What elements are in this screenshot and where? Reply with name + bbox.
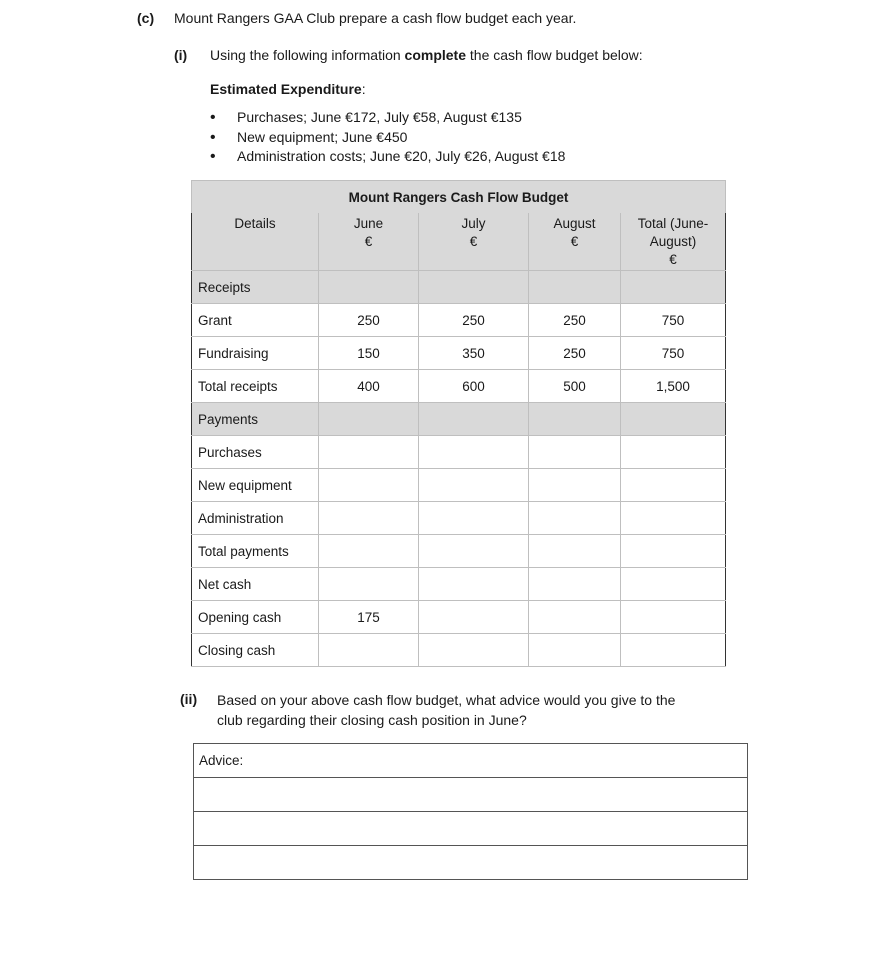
table-row xyxy=(192,304,726,337)
advice-line[interactable] xyxy=(194,778,748,812)
cell-july[interactable] xyxy=(419,601,529,634)
sub-i-text-bold: complete xyxy=(404,47,467,63)
advice-line[interactable] xyxy=(194,812,748,846)
cell-total[interactable] xyxy=(621,568,726,601)
advice-line[interactable] xyxy=(194,744,748,778)
expenditure-item: • Administration costs; June €20, July €26, August €18 xyxy=(210,147,565,167)
question-intro: Mount Rangers GAA Club prepare a cash flow budget each year. xyxy=(174,10,577,26)
cell-june: 250 xyxy=(319,304,419,337)
header-details xyxy=(192,213,319,271)
cell-july[interactable] xyxy=(419,469,529,502)
table-row xyxy=(192,403,726,436)
cell-august xyxy=(529,271,621,304)
row-label: Opening cash xyxy=(192,601,319,634)
cell-june: 400 xyxy=(319,370,419,403)
header-june xyxy=(319,213,419,271)
cell-total xyxy=(621,271,726,304)
cell-august: 500 xyxy=(529,370,621,403)
cell-june[interactable] xyxy=(319,634,419,667)
cell-july xyxy=(419,403,529,436)
cell-july[interactable] xyxy=(419,436,529,469)
cell-july: 250 xyxy=(419,304,529,337)
cell-july[interactable] xyxy=(419,535,529,568)
cell-july[interactable] xyxy=(419,634,529,667)
cell-july xyxy=(419,271,529,304)
cell-total[interactable] xyxy=(621,436,726,469)
row-label: Total receipts xyxy=(192,370,319,403)
cell-august xyxy=(529,403,621,436)
expenditure-heading-colon: : xyxy=(361,81,366,97)
table-row xyxy=(192,601,726,634)
table-row xyxy=(192,634,726,667)
header-june-text: June xyxy=(353,216,384,231)
expenditure-item: • New equipment; June €450 xyxy=(210,128,565,148)
table-row xyxy=(192,469,726,502)
expenditure-item: • Purchases; June €172, July €58, August €135 xyxy=(210,108,565,128)
header-total-line1: Total (June- xyxy=(637,216,709,231)
table-row xyxy=(192,436,726,469)
header-august-text: August xyxy=(553,216,596,231)
sub-ii-line1: Based on your above cash flow budget, what advice would you give to the xyxy=(217,692,676,708)
cell-august: 250 xyxy=(529,304,621,337)
cell-june xyxy=(319,271,419,304)
row-label: Administration xyxy=(192,502,319,535)
cell-august[interactable] xyxy=(529,568,621,601)
advice-label: Advice: xyxy=(199,753,244,768)
advice-line[interactable] xyxy=(194,846,748,880)
cell-total: 1,500 xyxy=(621,370,726,403)
header-total xyxy=(621,213,726,271)
table-row xyxy=(192,502,726,535)
row-label: New equipment xyxy=(192,469,319,502)
cell-total[interactable] xyxy=(621,469,726,502)
budget-title: Mount Rangers Cash Flow Budget xyxy=(192,181,726,214)
sub-question-i-label: (i) xyxy=(174,47,188,63)
table-row xyxy=(192,568,726,601)
cash-flow-budget-table xyxy=(191,180,726,667)
cell-june xyxy=(319,403,419,436)
cell-total[interactable] xyxy=(621,535,726,568)
sub-i-text-before: Using the following information xyxy=(210,47,405,63)
header-june-currency: € xyxy=(364,234,373,249)
cell-august: 250 xyxy=(529,337,621,370)
row-label: Receipts xyxy=(192,271,319,304)
cell-june[interactable] xyxy=(319,568,419,601)
cell-total: 750 xyxy=(621,304,726,337)
cell-july[interactable] xyxy=(419,502,529,535)
cell-june[interactable] xyxy=(319,436,419,469)
cell-august[interactable] xyxy=(529,436,621,469)
row-label: Closing cash xyxy=(192,634,319,667)
part-label: (c) xyxy=(137,10,155,26)
row-label: Fundraising xyxy=(192,337,319,370)
cell-june: 175 xyxy=(319,601,419,634)
header-total-line2: August) xyxy=(649,234,697,249)
row-label: Payments xyxy=(192,403,319,436)
cell-june[interactable] xyxy=(319,469,419,502)
header-july-currency: € xyxy=(469,234,478,249)
expenditure-list xyxy=(210,108,565,167)
advice-box xyxy=(193,743,748,880)
cell-july: 350 xyxy=(419,337,529,370)
row-label: Total payments xyxy=(192,535,319,568)
table-row xyxy=(192,337,726,370)
cell-august[interactable] xyxy=(529,601,621,634)
row-label: Purchases xyxy=(192,436,319,469)
cell-total[interactable] xyxy=(621,634,726,667)
sub-question-i-text xyxy=(210,47,643,63)
cell-total[interactable] xyxy=(621,601,726,634)
sub-question-ii-text xyxy=(217,691,675,730)
sub-ii-line2: club regarding their closing cash position in June? xyxy=(217,711,527,728)
cell-july: 600 xyxy=(419,370,529,403)
header-july-text: July xyxy=(461,216,486,231)
header-august xyxy=(529,213,621,271)
cell-july[interactable] xyxy=(419,568,529,601)
header-details-text: Details xyxy=(234,216,276,231)
expenditure-heading xyxy=(210,81,366,97)
row-label: Grant xyxy=(192,304,319,337)
table-row xyxy=(192,535,726,568)
cell-june[interactable] xyxy=(319,502,419,535)
table-row xyxy=(192,271,726,304)
row-label: Net cash xyxy=(192,568,319,601)
cell-june: 150 xyxy=(319,337,419,370)
header-august-currency: € xyxy=(570,234,579,249)
cell-total: 750 xyxy=(621,337,726,370)
cell-august[interactable] xyxy=(529,634,621,667)
table-row xyxy=(192,370,726,403)
sub-i-text-after: the cash flow budget below: xyxy=(466,47,643,63)
header-july xyxy=(419,213,529,271)
expenditure-heading-text: Estimated Expenditure xyxy=(210,81,362,97)
header-total-currency: € xyxy=(669,252,677,267)
cell-august[interactable] xyxy=(529,502,621,535)
cell-total xyxy=(621,403,726,436)
sub-question-ii-label: (ii) xyxy=(180,691,198,707)
cell-august[interactable] xyxy=(529,535,621,568)
cell-total[interactable] xyxy=(621,502,726,535)
cell-august[interactable] xyxy=(529,469,621,502)
cell-june[interactable] xyxy=(319,535,419,568)
